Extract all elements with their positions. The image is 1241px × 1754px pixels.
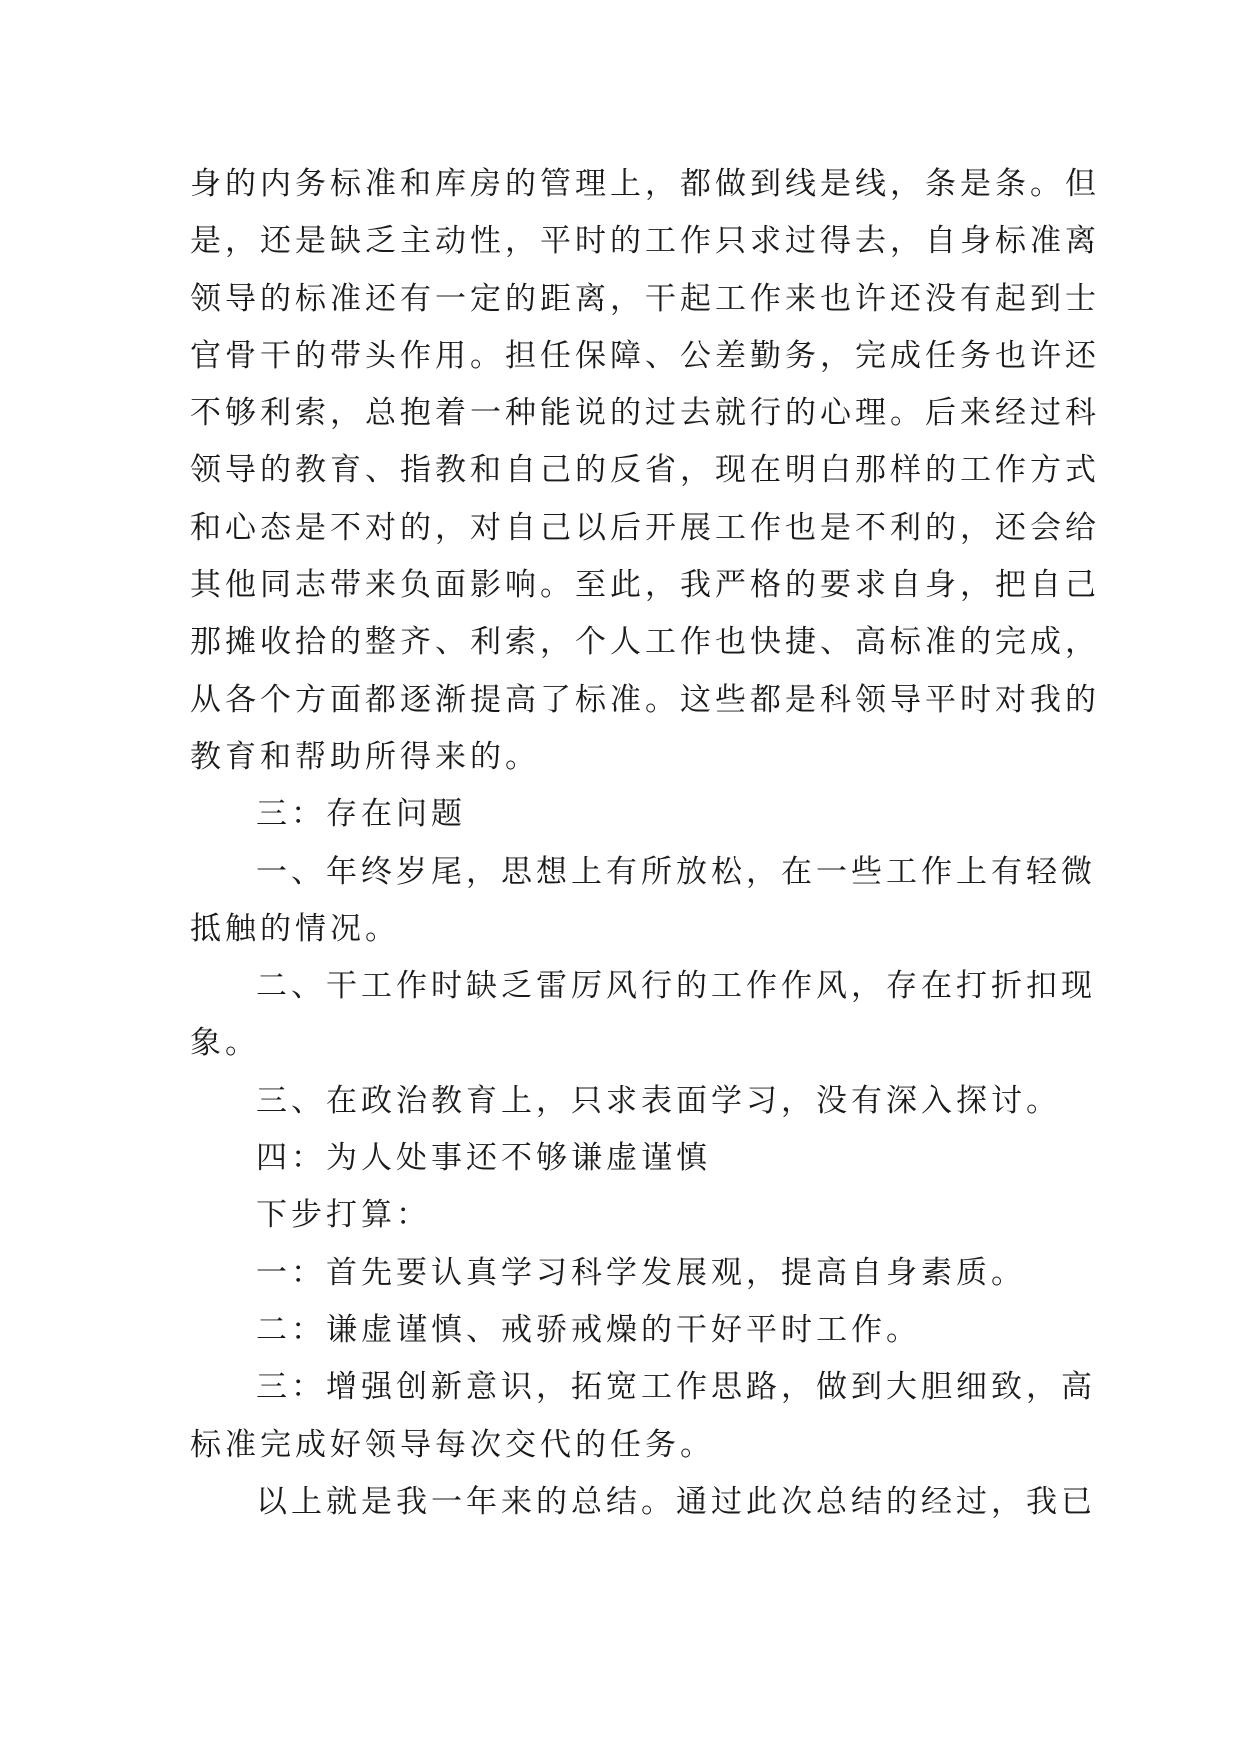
text-line: 一、年终岁尾，思想上有所放松，在一些工作上有轻微 — [256, 853, 1096, 890]
section-heading: 下步打算： — [256, 1197, 431, 1234]
text-line: 抵触的情况。 — [190, 910, 400, 947]
text-line: 那摊收拾的整齐、利索，个人工作也快捷、高标准的完成， — [190, 624, 1100, 661]
text-line: 一：首先要认真学习科学发展观，提高自身素质。 — [256, 1254, 1026, 1291]
body-text — [190, 156, 1100, 1531]
section-heading: 三：存在问题 — [256, 796, 466, 833]
text-line: 二：谦虚谨慎、戒骄戒燥的干好平时工作。 — [256, 1311, 921, 1348]
text-line: 官骨干的带头作用。担任保障、公差勤务，完成任务也许还 — [190, 337, 1100, 374]
text-line: 四：为人处事还不够谦虚谨慎 — [256, 1140, 711, 1177]
text-line: 二、干工作时缺乏雷厉风行的工作作风，存在打折扣现 — [256, 968, 1096, 1005]
text-line: 和心态是不对的，对自己以后开展工作也是不利的，还会给 — [190, 509, 1100, 546]
text-line: 从各个方面都逐渐提高了标准。这些都是科领导平时对我的 — [190, 681, 1100, 718]
text-line: 身的内务标准和库房的管理上，都做到线是线，条是条。但 — [190, 166, 1100, 202]
text-line: 三：增强创新意识，拓宽工作思路，做到大胆细致，高 — [256, 1369, 1096, 1406]
text-line: 领导的标准还有一定的距离，干起工作来也许还没有起到士 — [190, 280, 1100, 317]
text-line: 以上就是我一年来的总结。通过此次总结的经过，我已 — [256, 1483, 1096, 1520]
text-line: 不够利索，总抱着一种能说的过去就行的心理。后来经过科 — [190, 395, 1100, 432]
text-line: 教育和帮助所得来的。 — [190, 738, 540, 775]
text-line: 象。 — [190, 1025, 260, 1062]
text-line: 标准完成好领导每次交代的任务。 — [190, 1426, 715, 1463]
text-line: 是，还是缺乏主动性，平时的工作只求过得去，自身标准离 — [190, 223, 1100, 260]
text-line: 三、在政治教育上，只求表面学习，没有深入探讨。 — [256, 1082, 1061, 1119]
text-line: 其他同志带来负面影响。至此，我严格的要求自身，把自己 — [190, 567, 1100, 604]
text-line: 领导的教育、指教和自己的反省，现在明白那样的工作方式 — [190, 452, 1100, 489]
